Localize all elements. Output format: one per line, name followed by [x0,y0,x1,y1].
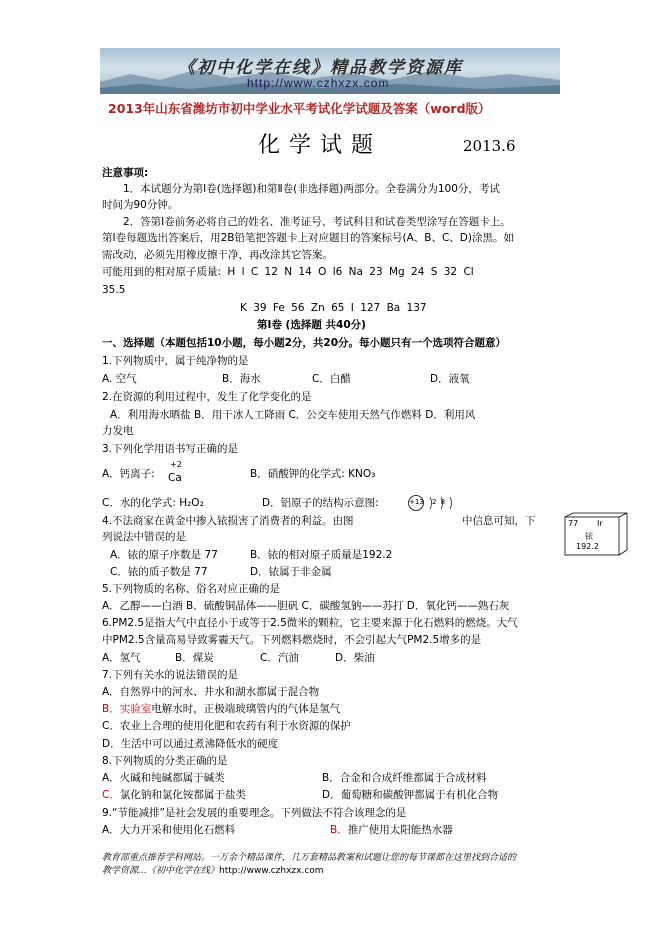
footer-line-1: 教育部重点推荐学科网站。一万余个精品课件，几万套精品教案和试题让您的每节课都在这里找到合适的 [102,853,517,863]
question-7-option-b [102,702,340,716]
question-6-option-b: B．煤炭 [175,652,214,664]
question-3-option-d: D．铝原子的结构示意图: [262,497,379,509]
question-2-options: A．利用海水晒盐 B．用干冰人工降雨 C．公交车使用天然气作燃料 D．利用风 [110,409,476,421]
question-7-stem: 7.下列有关水的说法错误的是 [102,669,239,681]
question-3-stem: 3.下列化学用语书写正确的是 [102,443,239,455]
footer-site-name: 教学资源…《初中化学在线》 [102,866,220,876]
notice-paragraph-2-cont: 第Ⅰ卷每题选出答案后，用2B铅笔把答题卡上对应题目的答案标号(A、B、C、D)涂黑。如 [102,232,514,244]
banner-url-link[interactable]: http://www.czhxzx.com [247,76,390,90]
page-footer [102,852,572,878]
question-8-option-c [102,788,246,802]
document-title: 2013年山东省潍坊市初中学业水平考试化学试题及答案（word版） [108,101,491,116]
exam-title: 化学试题 [258,133,383,158]
notice-paragraph-1-cont: 时间为90分钟。 [102,199,179,211]
aluminum-atom-diagram [402,495,474,511]
question-9-stem: 9.“节能减排”是社会发展的重要理念。下列做法不符合该理念的是 [102,807,407,819]
footer-url-link[interactable]: http://www.czhxzx.com [219,866,324,876]
question-9-option-a: A．大力开采和使用化石燃料 [102,824,236,836]
question-9-option-b-highlight: B． [330,824,348,836]
footer-line-2 [102,865,572,878]
question-5-options: A．乙醇——白酒 B．硫酸铜晶体——胆矾 C．碳酸氢钠——苏打 D．氧化钙——熟石灰 [102,600,510,612]
notice-heading: 注意事项: [102,167,149,179]
question-6-option-c: C．汽油 [260,652,299,664]
question-3-option-b: B．硝酸钾的化学式: KNO₃ [250,468,376,480]
question-8-option-c-highlight: C． [102,789,120,801]
question-6-option-a: A．氢气 [102,652,141,664]
element-symbol: Ir [597,519,603,528]
question-1-option-d: D．液氧 [430,373,470,385]
atomic-masses: 可能用到的相对原子质量: H l C 12 N 14 O l6 Na 23 Mg 24 S 32 Cl [102,266,474,278]
notice-paragraph-2: 2．答第Ⅰ卷前务必将自己的姓名、准考证号、考试科目和试卷类型涂写在答题卡上。 [123,216,511,228]
question-7-option-d: D．生活中可以通过煮沸降低水的硬度 [102,738,279,750]
question-4-stem: 4.不法商家在黄金中掺入铱损害了消费者的利益。由图 [102,515,354,527]
question-7-option-a: A．自然界中的河水、井水和湖水都属于混合物 [102,686,320,698]
exam-date: 2013.6 [463,137,516,155]
question-8-option-d: D．葡萄糖和碳酸钾都属于有机化合物 [322,789,499,801]
element-name: 铱 [585,532,593,541]
atomic-masses-line-2: K 39 Fe 56 Zn 65 I 127 Ba 137 [240,302,427,314]
section-title: 第Ⅰ卷 (选择题 共40分) [257,319,366,331]
question-6-stem: 6.PM2.5是指大气中直径小于或等于2.5微米的颗粒，它主要来源于化石燃料的燃烧。大气 [102,617,518,629]
atomic-masses-cont: 35.5 [102,284,126,296]
question-7-option-b-highlight: B．实验室 [102,703,152,715]
question-8-stem: 8.下列物质的分类正确的是 [102,755,228,767]
element-number: 77 [568,519,579,528]
question-3-charge: +2 [170,460,182,469]
question-4-stem-end: 列说法中错误的是 [102,531,186,543]
question-9-option-b [330,823,453,837]
question-3-option-c: C．水的化学式: H₂O₂ [102,497,204,509]
question-8-option-a: A．火碱和纯碱都属于碱类 [102,772,225,784]
section-heading: 一、选择题（本题包括10小题，每小题2分，共20分。每小题只有一个选项符合题意） [102,337,507,349]
question-4-stem-cont: 中信息可知，下 [462,515,536,527]
atom-nucleus-label: +13 [409,498,424,506]
atom-shells-label: 2 8 [432,498,446,506]
question-4-option-a: A．铱的原子序数是 77 [110,549,218,561]
question-7-option-b-text: 电解水时，正极端玻璃管内的气体是氢气 [151,703,341,715]
question-4-option-c: C．铱的质子数是 77 [110,566,208,578]
question-4-option-d: D．铱属于非金属 [250,566,332,578]
question-7-option-c: C．农业上合理的使用化肥和农药有利于水资源的保护 [102,720,351,732]
question-8-option-b: B．合金和合成纤维都属于合成材料 [322,772,487,784]
notice-paragraph-2-end: 需改动，必须先用橡皮擦干净，再改涂其它答案。 [102,249,333,261]
question-3-option-a: A．钙离子: [102,468,155,480]
question-6-stem-cont: 中PM2.5含量高易导致雾霾天气。下列燃料燃烧时，不会引起大气PM2.5增多的是 [102,634,482,646]
question-8-option-c-text: 氯化钠和氯化铵都属于盐类 [119,789,246,801]
question-3-symbol: Ca [168,472,182,484]
question-1-option-b: B．海水 [222,373,261,385]
question-2-stem: 2.在资源的利用过程中，发生了化学变化的是 [102,391,312,403]
banner-title: 《初中化学在线》精品教学资源库 [178,58,463,78]
question-2-options-cont: 力发电 [102,425,134,437]
question-6-option-d: D．柴油 [335,652,375,664]
question-4-option-b: B．铱的相对原子质量是192.2 [250,549,393,561]
question-5-stem: 5.下列物质的名称、俗名对应正确的是 [102,583,281,595]
iridium-element-box [564,512,628,556]
question-9-option-b-text: 推广使用太阳能热水器 [347,824,453,836]
notice-paragraph-1: 1．本试题分为第Ⅰ卷(选择题)和第Ⅱ卷(非选择题)两部分。全卷满分为100分，考试 [123,183,500,195]
question-1-option-c: C．白醋 [312,373,351,385]
element-mass: 192.2 [576,542,599,551]
header-banner [100,48,560,94]
question-1-option-a: A. 空气 [102,373,137,385]
question-1-stem: 1.下列物质中，属于纯净物的是 [102,355,249,367]
